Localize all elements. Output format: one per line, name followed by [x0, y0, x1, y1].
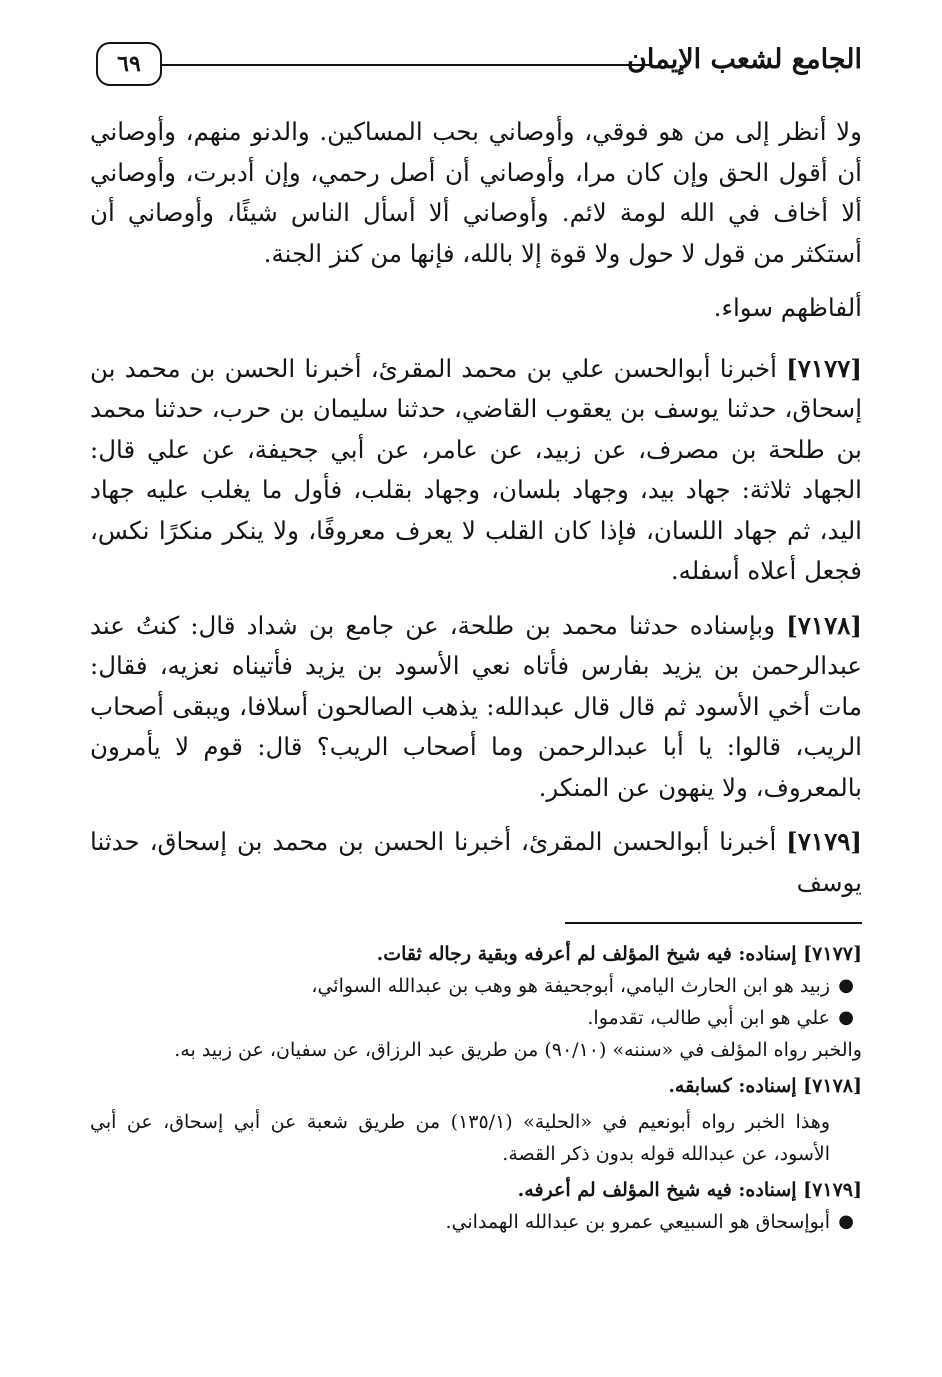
bullet-icon: ●	[838, 975, 854, 996]
footnote-plain	[90, 1034, 862, 1066]
paragraph-intro	[90, 112, 862, 274]
footnote-text: أبوإسحاق هو السبيعي عمرو بن عبدالله الهمداني.	[445, 1211, 830, 1233]
main-text	[90, 112, 862, 917]
footnote-text: والخبر رواه المؤلف في «سننه» (٩٠/١٠) من طريق عبد الرزاق، عن سفيان، عن زبيد به.	[174, 1039, 862, 1061]
paragraph-note	[90, 288, 862, 329]
footnote-bullet	[90, 970, 862, 1002]
book-title: الجامع لشعب الإيمان	[627, 44, 862, 75]
hadith-number: [٧١٧٨]	[786, 610, 862, 640]
bullet-icon: ●	[838, 1007, 854, 1028]
footnote-head	[90, 1070, 862, 1102]
footnote-text: علي هو ابن أبي طالب، تقدموا.	[587, 1007, 830, 1029]
footnote-text: [٧١٧٨] إسناده: كسابقه.	[668, 1075, 862, 1097]
footnote-indent	[90, 1106, 862, 1170]
header-rule	[160, 64, 652, 66]
hadith-text: أخبرنا أبوالحسن علي بن محمد المقرئ، أخبرنا الحسن بن محمد بن إسحاق، حدثنا يوسف بن يعقوب القاضي، حدثنا سليمان بن حرب، حدثنا محمد بن طلحة بن مصرف، عن زبيد، عن عامر، عن أبي جحيفة، عن علي قال: الجهاد ثلاثة: جهاد بيد، وجهاد بلسان، وجهاد بقلب، فأول ما يغلب عليه جهاد اليد، ثم جهاد اللسان، فإذا كان القلب لا يعرف معروفًا، ولا ينكر منكرًا نكس، فجعل أعلاه أسفله.	[90, 353, 862, 585]
hadith-7177	[90, 349, 862, 592]
footnote-bullet	[90, 1002, 862, 1034]
footnote-text: [٧١٧٧] إسناده: فيه شيخ المؤلف لم أعرفه وبقية رجاله ثقات.	[376, 943, 862, 965]
hadith-text: وبإسناده حدثنا محمد بن طلحة، عن جامع بن شداد قال: كنتُ عند عبدالرحمن بن يزيد بفارس فأتاه نعي الأسود بن يزيد فأتيناه نعزيه، فقال: مات أخي الأسود ثم قال قال عبدالله: يذهب الصالحون أسلافا، ويبقى أصحاب الريب، قالوا: يا أبا عبدالرحمن وما أصحاب الريب؟ قال: قوم لا يأمرون بالمعروف، ولا ينهون عن المنكر.	[90, 610, 862, 802]
footnote-text: [٧١٧٩] إسناده: فيه شيخ المؤلف لم أعرفه.	[517, 1179, 862, 1201]
hadith-7178	[90, 606, 862, 809]
bullet-icon: ●	[838, 1211, 854, 1232]
footnote-rule	[565, 922, 862, 924]
hadith-text: أخبرنا أبوالحسن المقرئ، أخبرنا الحسن بن محمد بن إسحاق، حدثنا يوسف	[90, 827, 862, 897]
hadith-number: [٧١٧٧]	[786, 353, 862, 383]
footnote-bullet	[90, 1206, 862, 1238]
hadith-number: [٧١٧٩]	[786, 827, 862, 856]
running-header	[90, 40, 862, 96]
paragraph-text: ألفاظهم سواء.	[713, 293, 862, 322]
footnote-text: وهذا الخبر رواه أبونعيم في «الحلية» (١٣٥/١) من طريق شعبة عن أبي إسحاق، عن أبي الأسود، عن عبدالله قوله بدون ذكر القصة.	[90, 1111, 831, 1165]
footnotes	[90, 938, 862, 1238]
footnote-text: زبيد هو ابن الحارث اليامي، أبوجحيفة هو وهب بن عبدالله السوائي،	[311, 975, 830, 997]
hadith-7179	[90, 822, 862, 903]
page-number: ٦٩	[96, 42, 162, 86]
paragraph-text: ولا أنظر إلى من هو فوقي، وأوصاني بحب المساكين. والدنو منهم، وأوصاني أن أقول الحق وإن كان مرا، وأوصاني أن أصل رحمي، وإن أدبرت، وأوصاني ألا أخاف في الله لومة لائم. وأوصاني ألا أسأل الناس شيئًا، وأوصاني أن أستكثر من قول لا حول ولا قوة إلا بالله، فإنها من كنز الجنة.	[90, 117, 862, 268]
footnote-head	[90, 938, 862, 970]
footnote-head	[90, 1174, 862, 1206]
